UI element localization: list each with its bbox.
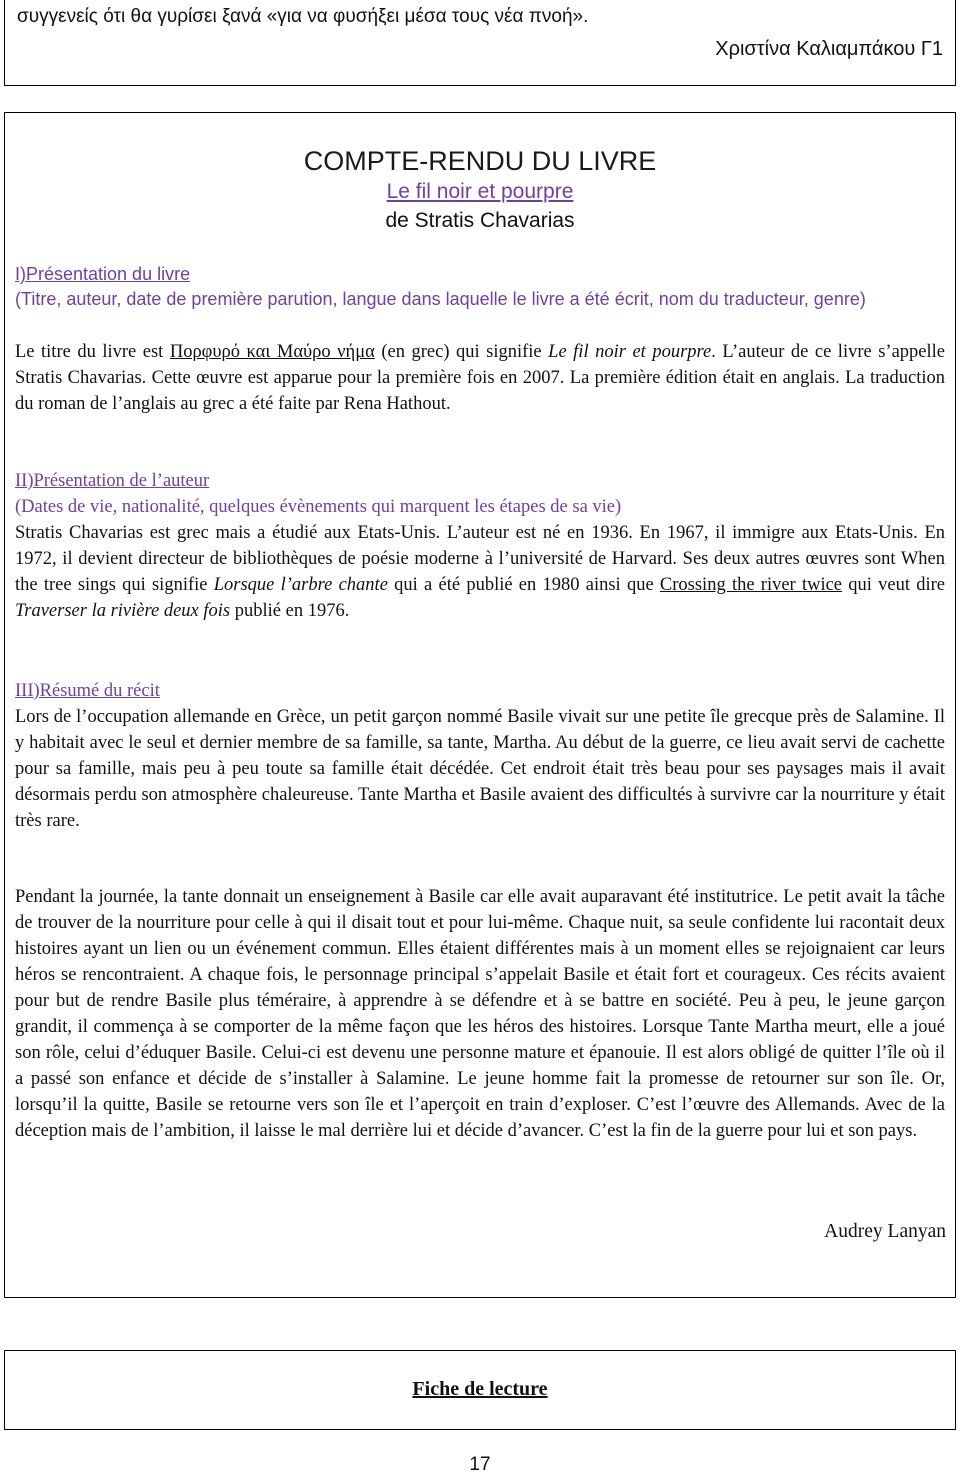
section-2-text-c: qui veut dire bbox=[842, 575, 946, 595]
section-1-text-b: (en grec) qui signifie bbox=[374, 342, 549, 362]
report-title: COMPTE-RENDU DU LIVRE bbox=[303, 146, 657, 176]
section-1-paragraph bbox=[15, 339, 945, 417]
section-1-heading-block bbox=[15, 262, 946, 312]
section-3-heading[interactable]: III)Résumé du récit bbox=[15, 681, 160, 701]
section-1-subheading: (Titre, auteur, date de première parution, langue dans laquelle le livre a été écrit, nom du traducteur, genre) bbox=[15, 289, 866, 309]
section-2-subheading: (Dates de vie, nationalité, quelques évènements qui marquent les étapes de sa vie) bbox=[15, 497, 622, 517]
section-2 bbox=[15, 468, 945, 624]
section-3-paragraph-1: Lors de l’occupation allemande en Grèce, un petit garçon nommé Basile vivait sur une petite île grecque près de Salamine. Il y habitait avec le seul et dernier membre de sa famille, sa tante, Martha. Au début de la guerre, ce lieu avait servi de cachette pour sa famille, mais peu à peu toute sa famille était décédée. Cet endroit était très beau pour ses paysages mais il avait désormais perdu son atmosphère chaleureuse. Tante Martha et Basile avaient des difficultés à survivre car la nourriture y était très rare. bbox=[15, 707, 945, 831]
fiche-title: Fiche de lecture bbox=[412, 1378, 548, 1400]
section-1-text-a: Le titre du livre est bbox=[15, 342, 170, 362]
section-3-paragraph-2-block bbox=[15, 884, 945, 1144]
section-2-text-d: publié en 1976. bbox=[230, 601, 350, 621]
section-3 bbox=[15, 678, 945, 834]
section-2-text-b: qui a été publié en 1980 ainsi que bbox=[387, 575, 660, 595]
previous-entry-text: συγγενείς ότι θα γυρίσει ξανά «για να φυσήξει μέσα τους νέα πνοή». bbox=[17, 6, 589, 27]
book-author: de Stratis Chavarias bbox=[385, 209, 575, 232]
section-2-italic-2: Traverser la rivière deux fois bbox=[15, 601, 231, 621]
page-number: 17 bbox=[469, 1454, 491, 1475]
section-2-heading[interactable]: II)Présentation de l’auteur bbox=[15, 471, 210, 491]
section-2-text-a: Stratis Chavarias est grec mais a étudié aux Etats-Unis. L’auteur est né en 1936. En 1967, il immigre aux Etats-Unis. En 1972, il devient directeur de bibliothèques de poésie moderne à l’université de Harvard. Ses deux autres œuvres sont When the tree sings qui signifie bbox=[15, 523, 945, 595]
section-2-underlined-title[interactable]: Crossing the river twice bbox=[659, 575, 843, 595]
section-2-italic-1: Lorsque l’arbre chante bbox=[213, 575, 388, 595]
book-title-link[interactable]: Le fil noir et pourpre bbox=[386, 180, 574, 203]
section-1-text-c: . L’auteur de ce livre s’appelle Stratis Chavarias. Cette œuvre est apparue pour la première fois en 2007. La première édition était en anglais. La traduction du roman de l’anglais au grec a été faite par Rena Hathout. bbox=[15, 342, 945, 414]
report-header bbox=[0, 144, 960, 236]
signature: Audrey Lanyan bbox=[824, 1221, 946, 1242]
previous-entry-box bbox=[4, 0, 956, 86]
section-1-heading[interactable]: I)Présentation du livre bbox=[15, 264, 191, 284]
section-1-italic-title: Le fil noir et pourpre bbox=[548, 342, 712, 362]
section-3-paragraph-2: Pendant la journée, la tante donnait un enseignement à Basile car elle avait auparavant été institutrice. Le petit avait la tâche de trouver de la nourriture pour celle à qui il disait tout et pour lui-même. Chaque nuit, sa seule confidente lui racontait deux histoires ayant un lien ou un événement commun. Elles étaient différentes mais à un moment elles se rejoignaient car leurs héros se rencontraient. A chaque fois, le personnage principal s’appelait Basile et était fort et courageux. Ces récits avaient pour but de rendre Basile plus téméraire, à apprendre à se défendre et à se battre en société. Peu à peu, le jeune garçon grandit, il commença à se comporter de la même façon que les héros des histoires. Lorsque Tante Martha meurt, elle a joué son rôle, celui d’éduquer Basile. Celui-ci est devenu une personne mature et épanouie. Il est alors obligé de quitter l’île où il a passé son enfance et décide de s’installer à Salamine. Le jeune homme fait la promesse de retourner sur son île. Or, lorsqu’il la quitte, Basile se retourne vers son île et l’aperçoit en train d’exploser. C’est l’œuvre des Allemands. Avec de la déception mais de l’ambition, il laisse le mal derrière lui et décide d’avancer. C’est la fin de la guerre pour lui et son pays. bbox=[15, 887, 945, 1141]
greek-title-link[interactable]: Πορφυρό και Μαύρο νήμα bbox=[169, 342, 375, 362]
previous-entry-author: Χριστίνα Καλιαμπάκου Γ1 bbox=[715, 38, 943, 60]
